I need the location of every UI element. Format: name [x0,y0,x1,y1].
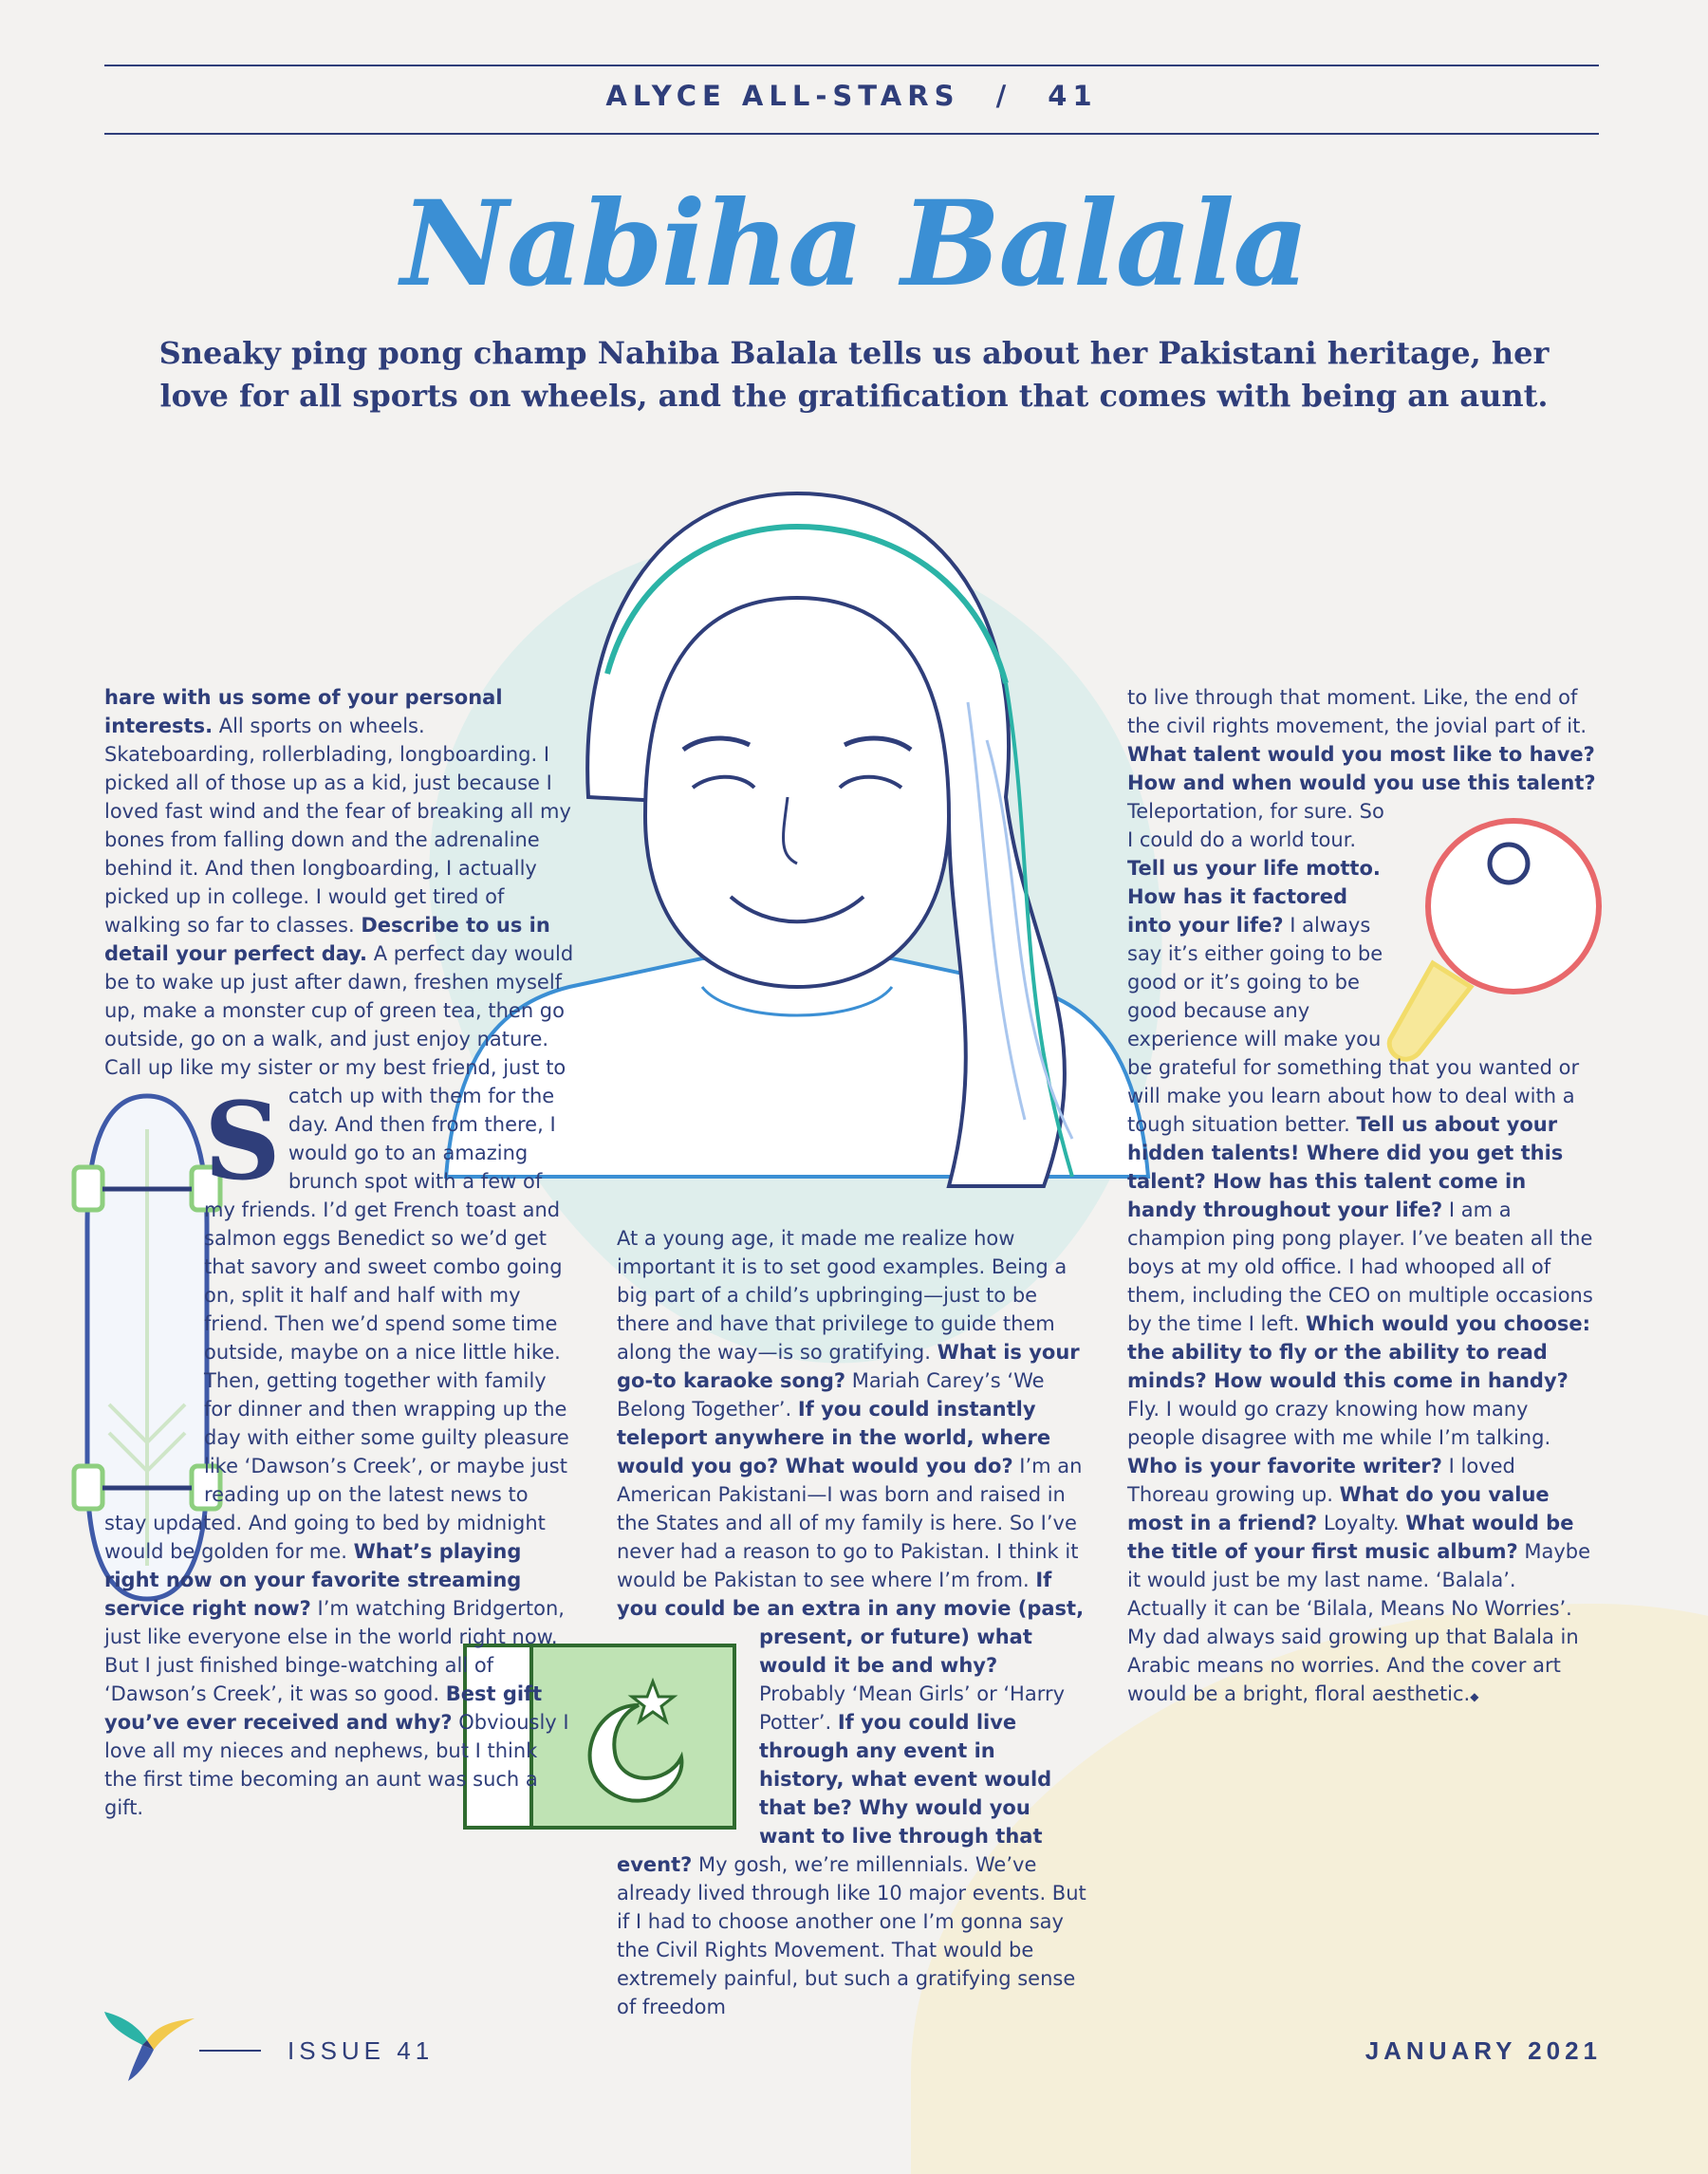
question: Tell us about your hidden talents! Where did you get this talent? How has this talent come in handy throughout your life? [1127,1113,1564,1221]
question: What do you value most in a friend? [1127,1483,1550,1534]
article-column-3 [1127,683,1597,1711]
skateboard-wrap-spacer [104,1091,204,1499]
answer: Maybe it would just be my last name. ‘Balala’. Actually it can be ‘Bilala, Means No Worries’. My dad always said growing up that Balala in Arabic means no worries. And the cover art would be a bright, floral aesthetic. [1127,1540,1590,1705]
drop-cap: S [204,1080,281,1204]
question: Tell us your life motto. How has it factored into your life? [1127,857,1381,937]
answer: A perfect day would be to wake up just after dawn, freshen myself up, make a monster cup of green tea, then go outside, go on a walk, and just enjoy nature. Call up like my sister or my best friend, just to catch up with them for the day. And then from there, I would go to an amazing brunch spot with a few of my friends. I’d get French toast and salmon eggs Benedict so we’d get that savory and sweet combo going on, split it half and half with my friend. Then we’d spend some time outside, maybe on a nice little hike. Then, getting together with family for dinner and then wrapping up the day with either some guilty pleasure like ‘Dawson’s Creek’, or maybe just reading up on the latest news to stay updated. And going to bed by midnight would be golden for me. [104,942,574,1563]
question: hare with us some of your personal interests. [104,686,503,737]
question: Who is your favorite writer? [1127,1455,1442,1477]
question: What would be the title of your first music album? [1127,1512,1574,1563]
question: What talent would you most like to have? How and when would you use this talent? [1127,743,1596,794]
answer: Probably ‘Mean Girls’ or ‘Harry Potter’. [759,1682,1066,1734]
answer: I’m an American Pakistani—I was born and raised in the States and all of my family is here. So I’ve never had a reason to go to Pakistan. I think it would be Pakistan to see where I’m from. [617,1455,1083,1591]
answer: I always say it’s either going to be good or it’s going to be good because any experience will make you be grateful for something that you wanted or will make you learn about how to deal with a tough situation better. [1127,914,1580,1136]
end-mark: ◆ [1470,1690,1479,1703]
question: If you could instantly teleport anywhere in the world, where would you go? What would you do? [617,1398,1051,1477]
footer-date: JANUARY 2021 [1365,2036,1602,2065]
question: Which would you choose: the ability to fly or the ability to read minds? How would this come in handy? [1127,1312,1591,1392]
footer-issue: ISSUE 41 [288,2036,435,2065]
question: If you could be an extra in any movie (past, present, or future) what would it be and why? [617,1569,1085,1677]
section-name: ALYCE ALL-STARS [605,80,960,112]
section-header [104,80,1599,112]
footer-rule [199,2050,261,2052]
header-bottom-rule [104,133,1599,135]
answer: to live through that moment. Like, the end of the civil rights movement, the jovial part of it. [1127,686,1587,737]
answer: I loved Thoreau growing up. [1127,1455,1515,1506]
answer: Teleportation, for sure. So I could do a world tour. [1127,800,1384,851]
header-top-rule [104,65,1599,66]
question: What is your go-to karaoke song? [617,1341,1080,1392]
answer: Loyalty. [1317,1512,1406,1534]
question: If you could live through any event in history, what event would that be? Why would you want to live through that event? [617,1711,1052,1876]
answer: At a young age, it made me realize how important it is to set good examples. Being a big part of a child’s upbringing—just to be there and have that privilege to guide them along the way—is so gratifying. [617,1227,1068,1364]
answer: Obviously I love all my nieces and nephews, but I think the first time becoming an aunt was such a gift. [104,1711,569,1819]
question: Describe to us in detail your perfect day. [104,914,550,965]
article-deck: Sneaky ping pong champ Nahiba Balala tells us about her Pakistani heritage, her love for all sports on wheels, and the gratification that comes with being an aunt. [158,335,1550,414]
page-number: 41 [1048,80,1098,112]
answer: All sports on wheels. Skateboarding, rollerblading, longboarding. I picked all of those up as a kid, just because I loved fast wind and the fear of breaking all my bones from falling down and the adrenaline behind it. And then longboarding, I actually picked up in college. I would get tired of walking so far to classes. [104,715,571,937]
answer: I am a champion ping pong player. I’ve beaten all the boys at my old office. I had whooped all of them, including the CEO on multiple occasions by the time I left. [1127,1198,1593,1335]
question: What’s playing right now on your favorite streaming service right now? [104,1540,522,1620]
header-separator: / [995,80,1012,112]
answer: Fly. I would go crazy knowing how many people disagree with me while I’m talking. [1127,1398,1551,1449]
answer: I’m watching Bridgerton, just like everyone else in the world right now. But I just finished binge-watching all of ‘Dawson’s Creek’, it was so good. [104,1597,565,1705]
article-title: Nabiha Balala [400,176,1308,313]
article-column-2 [617,1224,1086,2021]
hummingbird-logo [104,2007,195,2083]
answer: Mariah Carey’s ‘We Belong Together’. [617,1369,1045,1421]
paddle-wrap-spacer [1388,807,1597,1053]
article-column-1 [104,683,574,1822]
flag-wrap-spacer [617,1623,759,1841]
question: Best gift you’ve ever received and why? [104,1682,543,1734]
answer: My gosh, we’re millennials. We’ve already lived through like 10 major events. But if I had to choose another one I’m gonna say the Civil Rights Movement. That would be extremely painful, but such a gratifying sense of freedom [617,1853,1086,2018]
